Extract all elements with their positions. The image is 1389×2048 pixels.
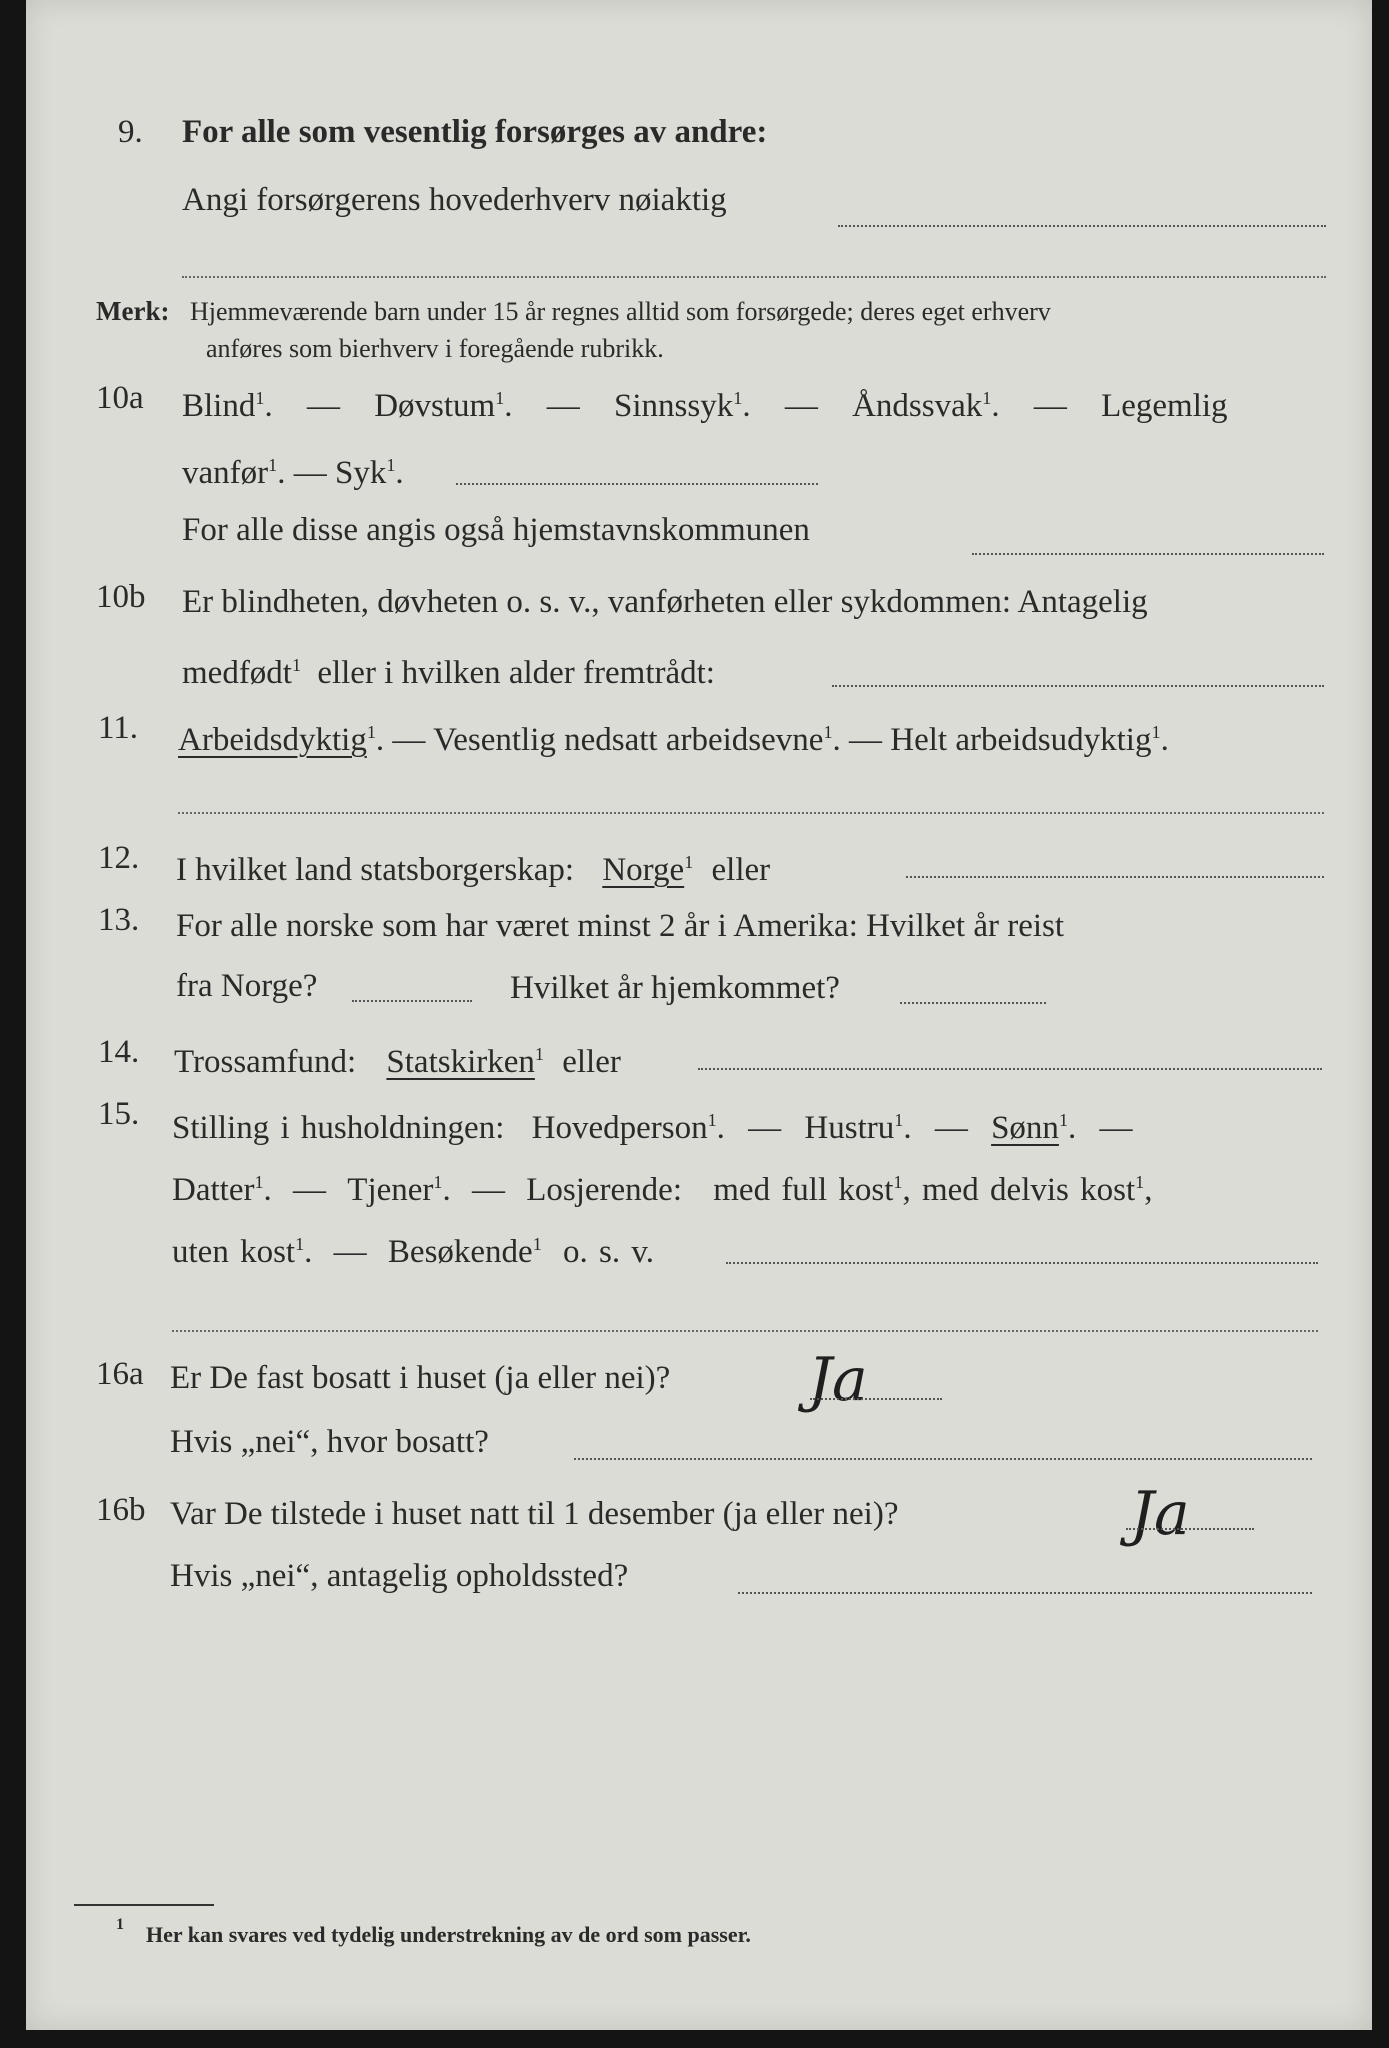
q10b-alder-label: eller i hvilken alder fremtrådt: <box>317 655 715 691</box>
q10a-number: 10a <box>96 380 144 416</box>
q15-line-2: Datter$^1$. — Tjener$^1$. — Losjerende: med full kost$^1$, med delvis kost$^1$, <box>172 1172 1153 1208</box>
q16b-number: 16b <box>96 1492 146 1528</box>
option-andssvak[interactable]: Åndssvak <box>852 388 983 424</box>
q12-line: I hvilket land statsborgerskap: Norge$^1$ eller <box>176 852 771 888</box>
q11-line-1: Arbeidsdyktig$^1$. — Vesentlig nedsatt arbeidsevne$^1$. — Helt arbeidsudyktig$^1$. <box>178 722 1169 758</box>
q12-other-country-field[interactable] <box>906 876 1324 878</box>
q15-line-3: uten kost$^1$. — Besøkende$^1$ o. s. v. <box>172 1234 654 1270</box>
q13-reist-label: fra Norge? <box>176 968 318 1004</box>
q16a-number: 16a <box>96 1356 144 1392</box>
q11-number: 11. <box>98 710 139 746</box>
q15-label: Stilling i husholdningen: <box>172 1110 505 1146</box>
q14-eller: eller <box>562 1044 621 1080</box>
q14-other-field[interactable] <box>698 1068 1322 1070</box>
merk-text-1: Hjemmeværende barn under 15 år regnes alltid som forsørgede; deres eget erhverv <box>189 297 1051 326</box>
q16a-handwritten-answer[interactable]: Ja <box>808 1345 868 1415</box>
merk-note-line-1 <box>96 294 1051 329</box>
q10a-hjemstavn-field[interactable] <box>972 553 1324 555</box>
q12-label: I hvilket land statsborgerskap: <box>176 852 575 888</box>
q15-answer-line[interactable] <box>172 1330 1318 1332</box>
q16b-question: Var De tilstede i huset natt til 1 desember (ja eller nei)? <box>170 1496 899 1532</box>
q15-other-field[interactable] <box>726 1262 1318 1264</box>
option-tjener[interactable]: Tjener <box>347 1172 434 1208</box>
option-uten-kost[interactable]: uten kost <box>172 1234 296 1270</box>
option-legemlig[interactable]: Legemlig <box>1101 388 1228 424</box>
option-hustru[interactable]: Hustru <box>804 1110 895 1146</box>
footnote-rule <box>74 1904 214 1906</box>
q16b-opholdssted-field[interactable] <box>738 1592 1312 1594</box>
q14-number: 14. <box>98 1034 140 1070</box>
q9-heading: For alle som vesentlig forsørges av andre: <box>182 114 768 150</box>
option-syk[interactable]: Syk <box>334 455 387 491</box>
merk-note-line-2: anføres som bierhverv i foregående rubrikk. <box>206 334 664 363</box>
q10a-hjemstavn-label: For alle disse angis også hjemstavnskommunen <box>182 512 810 548</box>
option-dovstum[interactable]: Døvstum <box>374 388 496 424</box>
option-vanfor[interactable]: vanfør <box>182 455 269 491</box>
option-sinnssyk[interactable]: Sinnssyk <box>614 388 734 424</box>
option-delvis-kost[interactable]: med delvis kost <box>921 1172 1136 1208</box>
q13-line-1: For alle norske som har været minst 2 år i Amerika: Hvilket år reist <box>176 908 1065 944</box>
q15-number: 15. <box>98 1096 140 1132</box>
q11-answer-line[interactable] <box>178 812 1324 814</box>
q10b-line-2: medfødt$^1$ eller i hvilken alder fremtrådt: <box>182 655 715 691</box>
q10a-line-1: Blind$^1$. — Døvstum$^1$. — Sinnssyk$^1$. — Åndssvak$^1$. — Legemlig <box>182 388 1228 424</box>
q13-hjemkommet-label: Hvilket år hjemkommet? <box>510 970 840 1006</box>
option-sonn[interactable]: Sønn <box>991 1110 1059 1146</box>
footnote-mark: 1 <box>116 1916 124 1933</box>
merk-label: Merk: <box>96 296 170 326</box>
option-datter[interactable]: Datter <box>172 1172 255 1208</box>
q9-number: 9. <box>118 114 143 150</box>
q16a-bosatt-field[interactable] <box>574 1458 1312 1460</box>
option-statskirken[interactable]: Statskirken <box>386 1044 535 1080</box>
q10b-line-1: Er blindheten, døvheten o. s. v., vanførheten eller sykdommen: Antagelig <box>182 584 1148 620</box>
footnote-text: Her kan svares ved tydelig understrekning av de ord som passer. <box>146 1922 751 1947</box>
q10a-line-2: vanfør$^1$. — Syk$^1$. <box>182 455 404 491</box>
q16a-answer-field[interactable] <box>810 1398 942 1400</box>
q13-hjemkommet-field[interactable] <box>900 1002 1046 1004</box>
q16b-answer-field[interactable] <box>1126 1528 1254 1530</box>
census-form-page <box>26 0 1372 2030</box>
q13-number: 13. <box>98 902 140 938</box>
q16a-question: Er De fast bosatt i huset (ja eller nei)? <box>170 1360 671 1396</box>
q10a-syk-field[interactable] <box>456 483 818 485</box>
q9-instruction: Angi forsørgerens hovederhverv nøiaktig <box>182 182 727 218</box>
q12-number: 12. <box>98 840 140 876</box>
option-norge[interactable]: Norge <box>602 852 685 888</box>
q16a-followup: Hvis „nei“, hvor bosatt? <box>170 1424 489 1460</box>
option-arbeidsudyktig[interactable]: Helt arbeidsudyktig <box>890 722 1152 758</box>
option-medfodt[interactable]: medfødt <box>182 655 292 691</box>
q9-answer-line-2[interactable] <box>182 276 1326 278</box>
q16b-handwritten-answer[interactable]: Ja <box>1130 1479 1190 1549</box>
option-besokende[interactable]: Besøkende <box>387 1234 533 1270</box>
q15-osv: o. s. v. <box>563 1234 654 1270</box>
q14-label: Trossamfund: <box>174 1044 357 1080</box>
q14-line: Trossamfund: Statskirken$^1$ eller <box>174 1044 621 1080</box>
option-arbeidsdyktig[interactable]: Arbeidsdyktig <box>178 722 367 758</box>
q10b-number: 10b <box>96 579 146 615</box>
q16b-followup: Hvis „nei“, antagelig opholdssted? <box>170 1558 629 1594</box>
q12-eller: eller <box>711 852 771 888</box>
option-blind[interactable]: Blind <box>182 388 256 424</box>
option-losjerende[interactable]: Losjerende: <box>526 1172 682 1208</box>
option-hovedperson[interactable]: Hovedperson <box>531 1110 708 1146</box>
option-full-kost[interactable]: med full kost <box>713 1172 894 1208</box>
q15-line-1: Stilling i husholdningen: Hovedperson$^1$. — Hustru$^1$. — Sønn$^1$. — <box>172 1110 1133 1146</box>
q9-answer-field[interactable] <box>838 225 1326 227</box>
option-nedsatt-arbeidsevne[interactable]: Vesentlig nedsatt arbeidsevne <box>433 722 824 758</box>
q10b-alder-field[interactable] <box>832 685 1324 687</box>
q13-reist-field[interactable] <box>352 1000 472 1002</box>
